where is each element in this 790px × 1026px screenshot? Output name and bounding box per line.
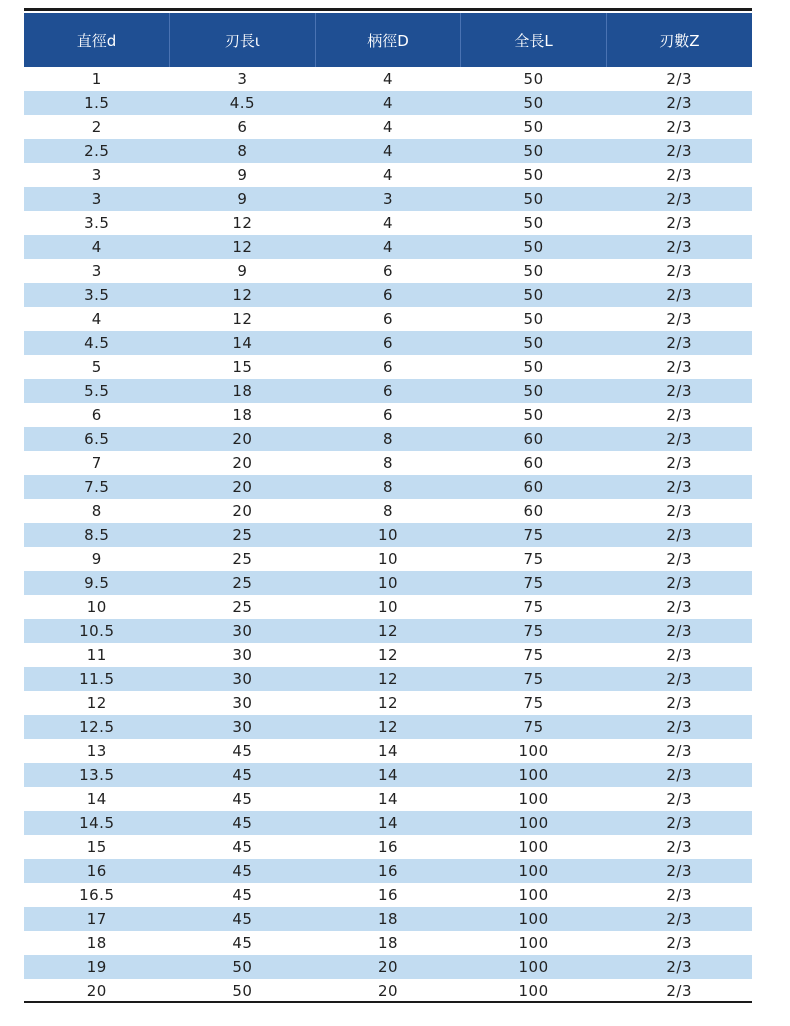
cell-flute-count: 2/3 [606, 379, 752, 403]
table-row [24, 715, 752, 739]
table-row [24, 475, 752, 499]
cell-flute-count: 2/3 [606, 259, 752, 283]
cell-shank-diameter: 12 [315, 715, 461, 739]
cell-shank-diameter: 4 [315, 235, 461, 259]
cell-overall-length: 75 [461, 547, 607, 571]
cell-overall-length: 100 [461, 955, 607, 979]
table-row [24, 355, 752, 379]
table-row [24, 763, 752, 787]
cell-blade-length: 6 [170, 115, 316, 139]
cell-diameter: 4.5 [24, 331, 170, 355]
cell-overall-length: 100 [461, 907, 607, 931]
cell-blade-length: 30 [170, 691, 316, 715]
cell-shank-diameter: 8 [315, 451, 461, 475]
cell-flute-count: 2/3 [606, 883, 752, 907]
header-blade-length: 刃長ι [170, 13, 316, 67]
cell-overall-length: 100 [461, 739, 607, 763]
cell-shank-diameter: 14 [315, 763, 461, 787]
cell-flute-count: 2/3 [606, 955, 752, 979]
cell-diameter: 17 [24, 907, 170, 931]
cell-shank-diameter: 6 [315, 403, 461, 427]
cell-overall-length: 75 [461, 691, 607, 715]
cell-flute-count: 2/3 [606, 67, 752, 91]
table-row [24, 163, 752, 187]
cell-diameter: 1.5 [24, 91, 170, 115]
cell-overall-length: 50 [461, 307, 607, 331]
table-row [24, 307, 752, 331]
cell-shank-diameter: 4 [315, 115, 461, 139]
table-top-rule [24, 8, 752, 11]
cell-blade-length: 45 [170, 907, 316, 931]
table-row [24, 931, 752, 955]
cell-diameter: 20 [24, 979, 170, 1003]
cell-blade-length: 3 [170, 67, 316, 91]
cell-blade-length: 45 [170, 787, 316, 811]
cell-blade-length: 45 [170, 739, 316, 763]
spec-table [24, 13, 752, 1003]
header-row [24, 13, 752, 67]
cell-overall-length: 50 [461, 355, 607, 379]
cell-diameter: 13.5 [24, 763, 170, 787]
cell-shank-diameter: 4 [315, 67, 461, 91]
cell-flute-count: 2/3 [606, 139, 752, 163]
cell-overall-length: 60 [461, 427, 607, 451]
cell-shank-diameter: 6 [315, 331, 461, 355]
cell-overall-length: 75 [461, 523, 607, 547]
cell-diameter: 3 [24, 259, 170, 283]
table-row [24, 571, 752, 595]
cell-shank-diameter: 18 [315, 931, 461, 955]
cell-flute-count: 2/3 [606, 283, 752, 307]
cell-blade-length: 20 [170, 499, 316, 523]
cell-overall-length: 75 [461, 643, 607, 667]
cell-overall-length: 50 [461, 379, 607, 403]
cell-overall-length: 100 [461, 979, 607, 1003]
table-body [24, 67, 752, 1003]
cell-flute-count: 2/3 [606, 427, 752, 451]
cell-diameter: 1 [24, 67, 170, 91]
table-row [24, 259, 752, 283]
cell-flute-count: 2/3 [606, 835, 752, 859]
cell-overall-length: 50 [461, 259, 607, 283]
cell-blade-length: 20 [170, 451, 316, 475]
cell-diameter: 12.5 [24, 715, 170, 739]
cell-diameter: 14.5 [24, 811, 170, 835]
cell-diameter: 7.5 [24, 475, 170, 499]
cell-overall-length: 75 [461, 595, 607, 619]
cell-blade-length: 12 [170, 283, 316, 307]
cell-shank-diameter: 10 [315, 547, 461, 571]
cell-overall-length: 75 [461, 571, 607, 595]
cell-shank-diameter: 10 [315, 595, 461, 619]
table-row [24, 67, 752, 91]
cell-shank-diameter: 4 [315, 91, 461, 115]
cell-shank-diameter: 14 [315, 787, 461, 811]
cell-overall-length: 50 [461, 283, 607, 307]
cell-flute-count: 2/3 [606, 163, 752, 187]
table-row [24, 331, 752, 355]
cell-shank-diameter: 3 [315, 187, 461, 211]
cell-shank-diameter: 8 [315, 475, 461, 499]
cell-shank-diameter: 16 [315, 859, 461, 883]
cell-overall-length: 100 [461, 763, 607, 787]
cell-diameter: 3.5 [24, 211, 170, 235]
table-row [24, 211, 752, 235]
cell-diameter: 3 [24, 163, 170, 187]
header-diameter: 直徑d [24, 13, 170, 67]
cell-flute-count: 2/3 [606, 547, 752, 571]
cell-shank-diameter: 16 [315, 883, 461, 907]
header-overall-length: 全長L [461, 13, 607, 67]
cell-overall-length: 75 [461, 619, 607, 643]
cell-blade-length: 9 [170, 163, 316, 187]
cell-blade-length: 25 [170, 523, 316, 547]
table-header [24, 13, 752, 67]
cell-flute-count: 2/3 [606, 211, 752, 235]
table-row [24, 787, 752, 811]
table-row [24, 643, 752, 667]
cell-overall-length: 100 [461, 883, 607, 907]
cell-shank-diameter: 6 [315, 355, 461, 379]
cell-blade-length: 45 [170, 835, 316, 859]
cell-shank-diameter: 16 [315, 835, 461, 859]
header-flute-count: 刃數Z [606, 13, 752, 67]
cell-flute-count: 2/3 [606, 499, 752, 523]
cell-overall-length: 60 [461, 475, 607, 499]
cell-shank-diameter: 12 [315, 643, 461, 667]
cell-blade-length: 30 [170, 643, 316, 667]
cell-overall-length: 60 [461, 499, 607, 523]
cell-blade-length: 4.5 [170, 91, 316, 115]
cell-flute-count: 2/3 [606, 715, 752, 739]
cell-overall-length: 50 [461, 163, 607, 187]
cell-flute-count: 2/3 [606, 979, 752, 1003]
cell-shank-diameter: 10 [315, 523, 461, 547]
cell-overall-length: 50 [461, 211, 607, 235]
cell-overall-length: 100 [461, 931, 607, 955]
table-row [24, 115, 752, 139]
table-row [24, 283, 752, 307]
cell-overall-length: 50 [461, 91, 607, 115]
cell-diameter: 9 [24, 547, 170, 571]
table-row [24, 835, 752, 859]
cell-shank-diameter: 4 [315, 163, 461, 187]
table-row [24, 499, 752, 523]
table-row [24, 691, 752, 715]
table-row [24, 811, 752, 835]
cell-blade-length: 8 [170, 139, 316, 163]
table-row [24, 739, 752, 763]
table-row [24, 955, 752, 979]
cell-blade-length: 30 [170, 667, 316, 691]
cell-blade-length: 12 [170, 235, 316, 259]
cell-diameter: 5.5 [24, 379, 170, 403]
cell-diameter: 2 [24, 115, 170, 139]
cell-diameter: 3.5 [24, 283, 170, 307]
cell-diameter: 14 [24, 787, 170, 811]
cell-flute-count: 2/3 [606, 91, 752, 115]
cell-overall-length: 50 [461, 235, 607, 259]
cell-blade-length: 50 [170, 955, 316, 979]
cell-shank-diameter: 20 [315, 955, 461, 979]
cell-diameter: 6 [24, 403, 170, 427]
cell-shank-diameter: 12 [315, 667, 461, 691]
cell-overall-length: 75 [461, 667, 607, 691]
cell-shank-diameter: 4 [315, 211, 461, 235]
cell-shank-diameter: 4 [315, 139, 461, 163]
cell-blade-length: 14 [170, 331, 316, 355]
cell-flute-count: 2/3 [606, 787, 752, 811]
cell-shank-diameter: 12 [315, 619, 461, 643]
cell-overall-length: 50 [461, 115, 607, 139]
cell-blade-length: 20 [170, 427, 316, 451]
cell-flute-count: 2/3 [606, 235, 752, 259]
cell-blade-length: 45 [170, 763, 316, 787]
cell-diameter: 3 [24, 187, 170, 211]
table-row [24, 379, 752, 403]
table-row [24, 547, 752, 571]
cell-diameter: 16 [24, 859, 170, 883]
cell-diameter: 16.5 [24, 883, 170, 907]
cell-blade-length: 18 [170, 403, 316, 427]
cell-overall-length: 100 [461, 811, 607, 835]
cell-flute-count: 2/3 [606, 643, 752, 667]
table-row [24, 667, 752, 691]
table-row [24, 619, 752, 643]
cell-flute-count: 2/3 [606, 811, 752, 835]
cell-diameter: 2.5 [24, 139, 170, 163]
cell-blade-length: 25 [170, 571, 316, 595]
cell-blade-length: 9 [170, 259, 316, 283]
table-row [24, 187, 752, 211]
cell-flute-count: 2/3 [606, 451, 752, 475]
cell-blade-length: 9 [170, 187, 316, 211]
cell-shank-diameter: 14 [315, 811, 461, 835]
cell-diameter: 5 [24, 355, 170, 379]
cell-diameter: 7 [24, 451, 170, 475]
cell-overall-length: 100 [461, 859, 607, 883]
cell-flute-count: 2/3 [606, 763, 752, 787]
table-row [24, 139, 752, 163]
cell-diameter: 12 [24, 691, 170, 715]
table-row [24, 427, 752, 451]
cell-overall-length: 75 [461, 715, 607, 739]
cell-diameter: 11.5 [24, 667, 170, 691]
cell-flute-count: 2/3 [606, 907, 752, 931]
cell-diameter: 8 [24, 499, 170, 523]
table-bottom-rule [24, 1001, 752, 1003]
cell-shank-diameter: 14 [315, 739, 461, 763]
cell-diameter: 15 [24, 835, 170, 859]
cell-shank-diameter: 6 [315, 307, 461, 331]
cell-flute-count: 2/3 [606, 331, 752, 355]
cell-overall-length: 50 [461, 331, 607, 355]
cell-overall-length: 60 [461, 451, 607, 475]
cell-flute-count: 2/3 [606, 523, 752, 547]
cell-blade-length: 12 [170, 307, 316, 331]
cell-shank-diameter: 8 [315, 499, 461, 523]
cell-diameter: 10.5 [24, 619, 170, 643]
cell-flute-count: 2/3 [606, 859, 752, 883]
cell-overall-length: 100 [461, 787, 607, 811]
cell-shank-diameter: 6 [315, 259, 461, 283]
cell-blade-length: 30 [170, 715, 316, 739]
cell-blade-length: 12 [170, 211, 316, 235]
table-row [24, 595, 752, 619]
cell-blade-length: 50 [170, 979, 316, 1003]
cell-flute-count: 2/3 [606, 619, 752, 643]
cell-shank-diameter: 18 [315, 907, 461, 931]
cell-flute-count: 2/3 [606, 931, 752, 955]
cell-shank-diameter: 8 [315, 427, 461, 451]
cell-flute-count: 2/3 [606, 403, 752, 427]
cell-flute-count: 2/3 [606, 739, 752, 763]
cell-diameter: 13 [24, 739, 170, 763]
table-row [24, 859, 752, 883]
cell-shank-diameter: 6 [315, 379, 461, 403]
cell-flute-count: 2/3 [606, 475, 752, 499]
table-row [24, 523, 752, 547]
cell-shank-diameter: 20 [315, 979, 461, 1003]
cell-overall-length: 50 [461, 403, 607, 427]
cell-blade-length: 20 [170, 475, 316, 499]
cell-diameter: 18 [24, 931, 170, 955]
cell-overall-length: 50 [461, 67, 607, 91]
cell-overall-length: 100 [461, 835, 607, 859]
table-row [24, 235, 752, 259]
cell-overall-length: 50 [461, 139, 607, 163]
cell-diameter: 4 [24, 235, 170, 259]
cell-blade-length: 25 [170, 595, 316, 619]
cell-flute-count: 2/3 [606, 187, 752, 211]
cell-blade-length: 18 [170, 379, 316, 403]
table-row [24, 883, 752, 907]
cell-diameter: 11 [24, 643, 170, 667]
cell-blade-length: 15 [170, 355, 316, 379]
cell-shank-diameter: 12 [315, 691, 461, 715]
cell-flute-count: 2/3 [606, 691, 752, 715]
cell-flute-count: 2/3 [606, 667, 752, 691]
cell-flute-count: 2/3 [606, 571, 752, 595]
cell-blade-length: 45 [170, 931, 316, 955]
cell-diameter: 4 [24, 307, 170, 331]
cell-blade-length: 25 [170, 547, 316, 571]
cell-diameter: 10 [24, 595, 170, 619]
cell-shank-diameter: 6 [315, 283, 461, 307]
header-shank-diameter: 柄徑D [315, 13, 461, 67]
cell-diameter: 6.5 [24, 427, 170, 451]
cell-flute-count: 2/3 [606, 115, 752, 139]
table-row [24, 979, 752, 1003]
cell-flute-count: 2/3 [606, 307, 752, 331]
cell-overall-length: 50 [461, 187, 607, 211]
cell-blade-length: 45 [170, 883, 316, 907]
cell-shank-diameter: 10 [315, 571, 461, 595]
cell-diameter: 9.5 [24, 571, 170, 595]
cell-diameter: 19 [24, 955, 170, 979]
table-row [24, 403, 752, 427]
table-row [24, 451, 752, 475]
cell-flute-count: 2/3 [606, 355, 752, 379]
table-row [24, 907, 752, 931]
cell-diameter: 8.5 [24, 523, 170, 547]
cell-flute-count: 2/3 [606, 595, 752, 619]
cell-blade-length: 45 [170, 859, 316, 883]
table-row [24, 91, 752, 115]
cell-blade-length: 45 [170, 811, 316, 835]
cell-blade-length: 30 [170, 619, 316, 643]
